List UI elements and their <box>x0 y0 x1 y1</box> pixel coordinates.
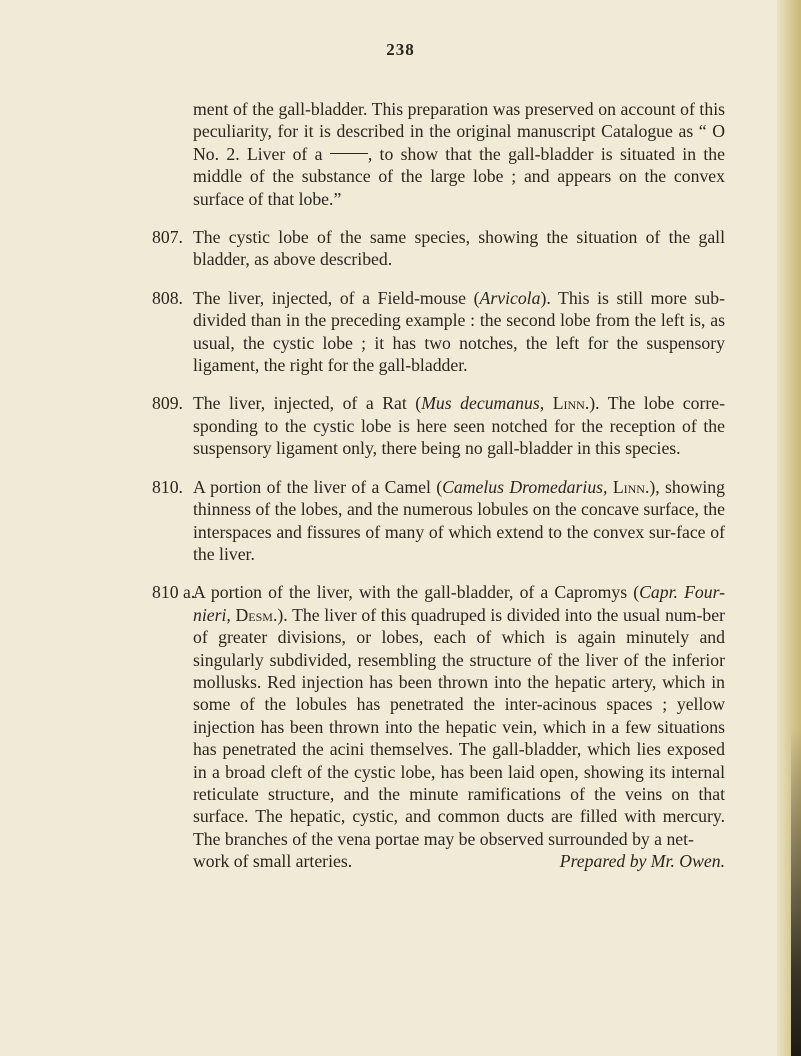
authority: Desm. <box>235 604 278 625</box>
last-line: work of small arteries. <box>193 851 353 872</box>
entry-807 <box>152 226 725 271</box>
entry-810: 810. A portion of the liver of a Camel (Camelus Dromedarius, Linn.), showing thinness of the lobes, and the numerous lobules on the concave surface, the interspaces and fissures of many of which extend to the convex sur-face of the liver. <box>152 476 725 564</box>
page-body <box>152 98 726 889</box>
entry-number: 808. <box>152 287 183 308</box>
entry-number: 810. <box>152 476 183 497</box>
page-number: 238 <box>386 40 415 59</box>
authority: Linn. <box>612 476 650 497</box>
entry-continuation: ment of the gall-bladder. This preparation was preserved on account of this peculiarity, for it is described in the original manuscript Catalogue as “ O No. 2. Liver of a , to show that the gall-bladder is situated in the middle of the substance of the large lobe ; and appears on the convex surface of that lobe.” <box>193 99 725 209</box>
species-name: Capr. Four-nieri, <box>193 582 725 625</box>
entry-tail <box>193 850 725 872</box>
species-name: Arvicola <box>479 287 541 308</box>
page-edge-shadow <box>791 726 801 1056</box>
entry-text: The cystic lobe of the same species, showing the situation of the gall bladder, as above described. <box>193 227 725 270</box>
entry-808: 808. The liver, injected, of a Field-mouse (Arvicola). This is still more sub-divided than in the preceding example : the second lobe from the left is, as usual, the cystic lobe ; it has two notches, the left for the suspensory ligament, the right for the gall-bladder. <box>152 287 726 376</box>
species-name: Mus decumanus, <box>421 393 545 414</box>
entry-number: 807. <box>152 227 183 248</box>
authority: Linn. <box>552 393 590 414</box>
preparer-credit: Prepared by Mr. Owen. <box>559 851 725 872</box>
blank-rule <box>330 153 368 154</box>
entry-809: 809. The liver, injected, of a Rat (Mus decumanus, Linn.). The lobe corre-sponding to the cystic lobe is here seen notched for the reception of the suspensory ligament only, there being no gall-bladder in this species. <box>152 393 725 459</box>
entry-number: 809. <box>152 393 183 414</box>
species-name: Camelus Dromedarius, <box>442 476 608 497</box>
entry-810a: 810 a. A portion of the liver, with the gall-bladder, of a Capromys (Capr. Four-nieri, Desm.). The liver of this quadruped is divided into the usual num-ber of greater divisions, or lobes, each of which is again minutely and singularly subdivided, resembling the structure of the liver of the inferior mollusks. Red injection has been thrown into the hepatic artery, which in some of the lobules has penetrated the inter-acinous spaces ; yellow injection has been thrown into the hepatic vein, which in a few situations has penetrated the acini themselves. The gall-bladder, which lies exposed in a broad cleft of the cystic lobe, has been laid open, showing its internal reticulate structure, and the minute ramifications of the veins on that surface. The hepatic, cystic, and common ducts are filled with mercury. The branches of the vena portae may be observed surrounded by a net- work of small arteries. Prepared by Mr. Owen. <box>152 582 726 872</box>
entry-number: 810 a. <box>152 582 196 603</box>
